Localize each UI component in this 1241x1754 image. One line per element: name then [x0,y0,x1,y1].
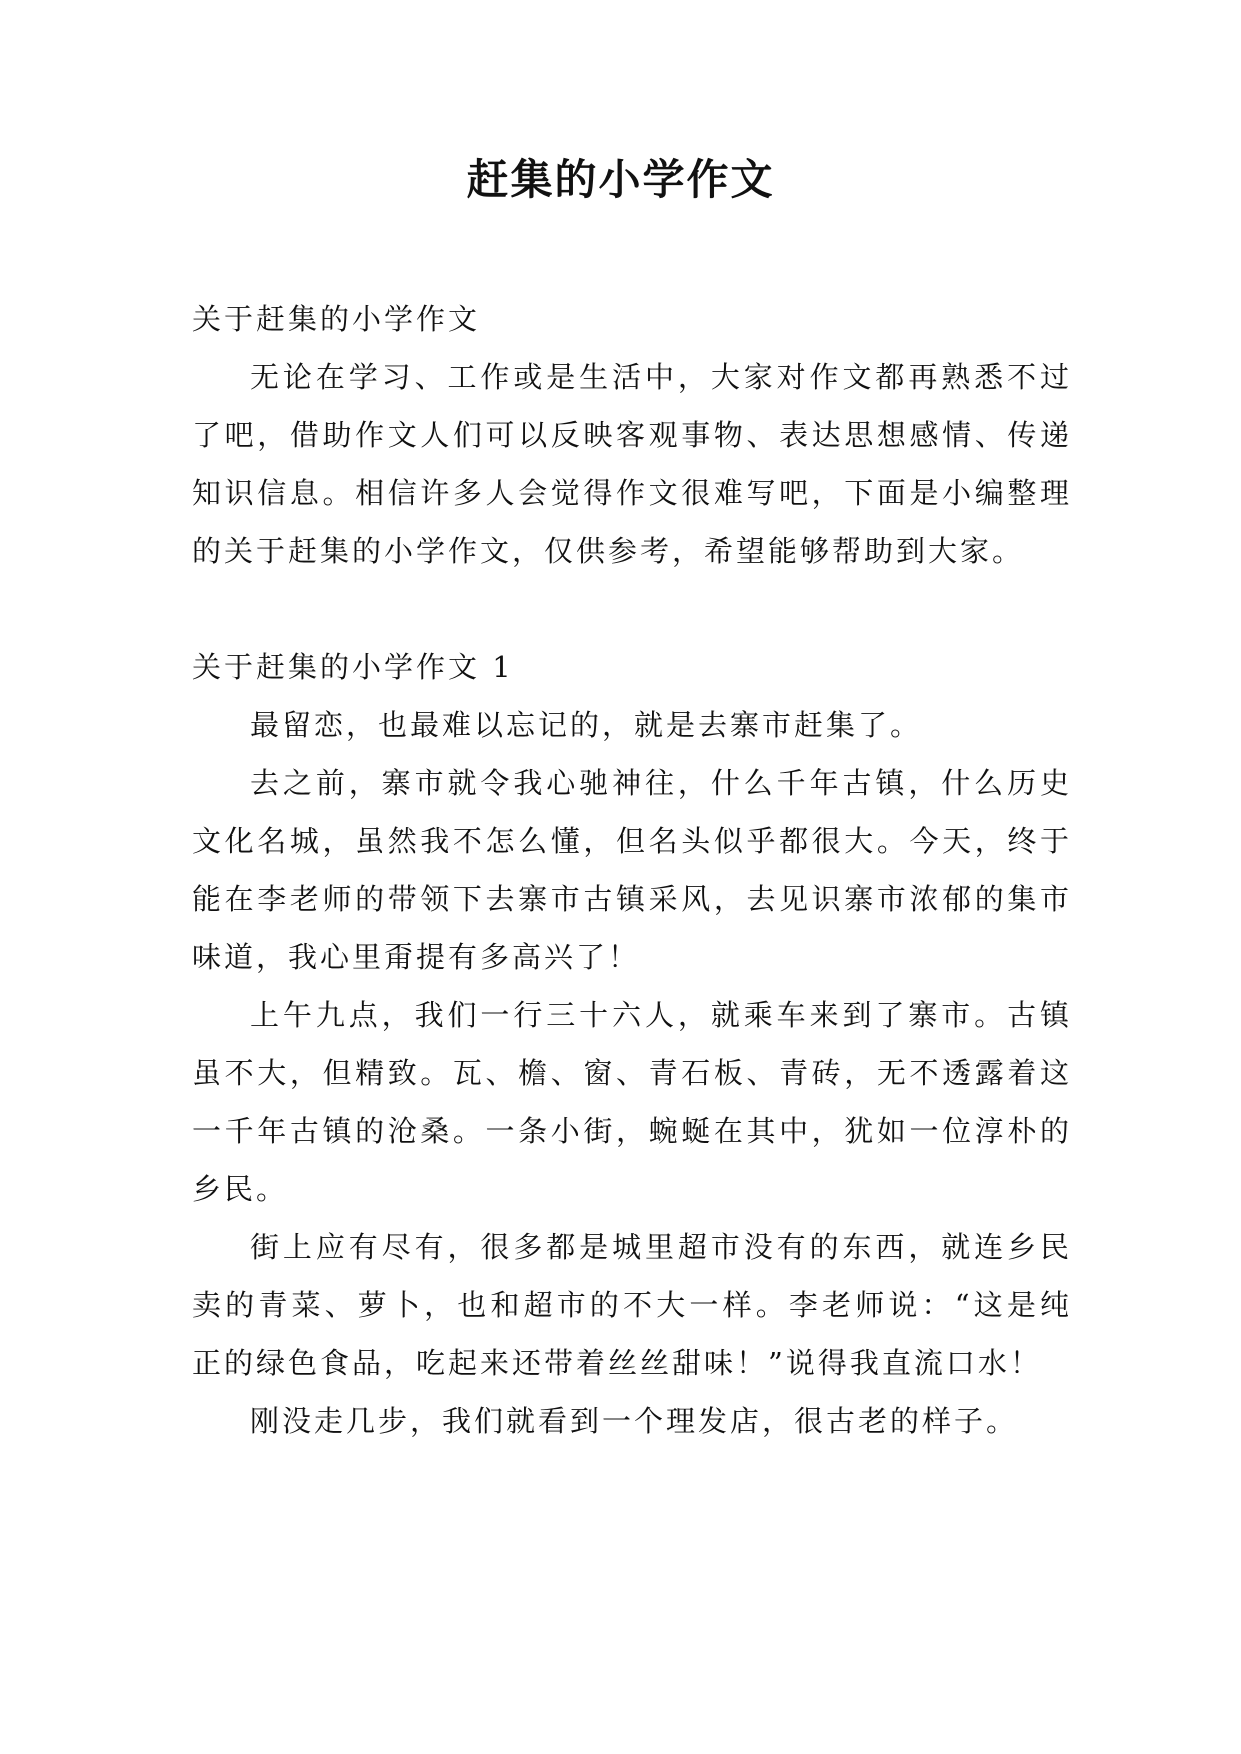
essay-paragraph: 去之前，寨市就令我心驰神往，什么千年古镇，什么历史文化名城，虽然我不怎么懂，但名头似乎都很大。今天，终于能在李老师的带领下去寨市古镇采风，去见识寨市浓郁的集市味道，我心里甭提有多高兴了！ [192,766,1072,974]
essay-paragraph: 街上应有尽有，很多都是城里超市没有的东西，就连乡民卖的青菜、萝卜，也和超市的不大一样。李老师说：“这是纯正的绿色食品，吃起来还带着丝丝甜味！”说得我直流口水！ [192,1230,1072,1380]
essay-paragraph: 刚没走几步，我们就看到一个理发店，很古老的样子。 [250,1404,1019,1438]
essay-paragraph: 最留恋，也最难以忘记的，就是去寨市赶集了。 [250,708,923,742]
section-spacer [192,580,1072,638]
essay-heading: 关于赶集的小学作文 1 [192,650,514,684]
document-title: 赶集的小学作文 [466,155,775,204]
intro-heading: 关于赶集的小学作文 [192,302,481,336]
essay-paragraph: 上午九点，我们一行三十六人，就乘车来到了寨市。古镇虽不大，但精致。瓦、檐、窗、青石板、青砖，无不透露着这一千年古镇的沧桑。一条小街，蜿蜒在其中，犹如一位淳朴的乡民。 [192,998,1072,1206]
document-body [192,290,1072,1450]
intro-paragraph: 无论在学习、工作或是生活中，大家对作文都再熟悉不过了吧，借助作文人们可以反映客观事物、表达思想感情、传递知识信息。相信许多人会觉得作文很难写吧，下面是小编整理的关于赶集的小学作文，仅供参考，希望能够帮助到大家。 [192,360,1072,568]
